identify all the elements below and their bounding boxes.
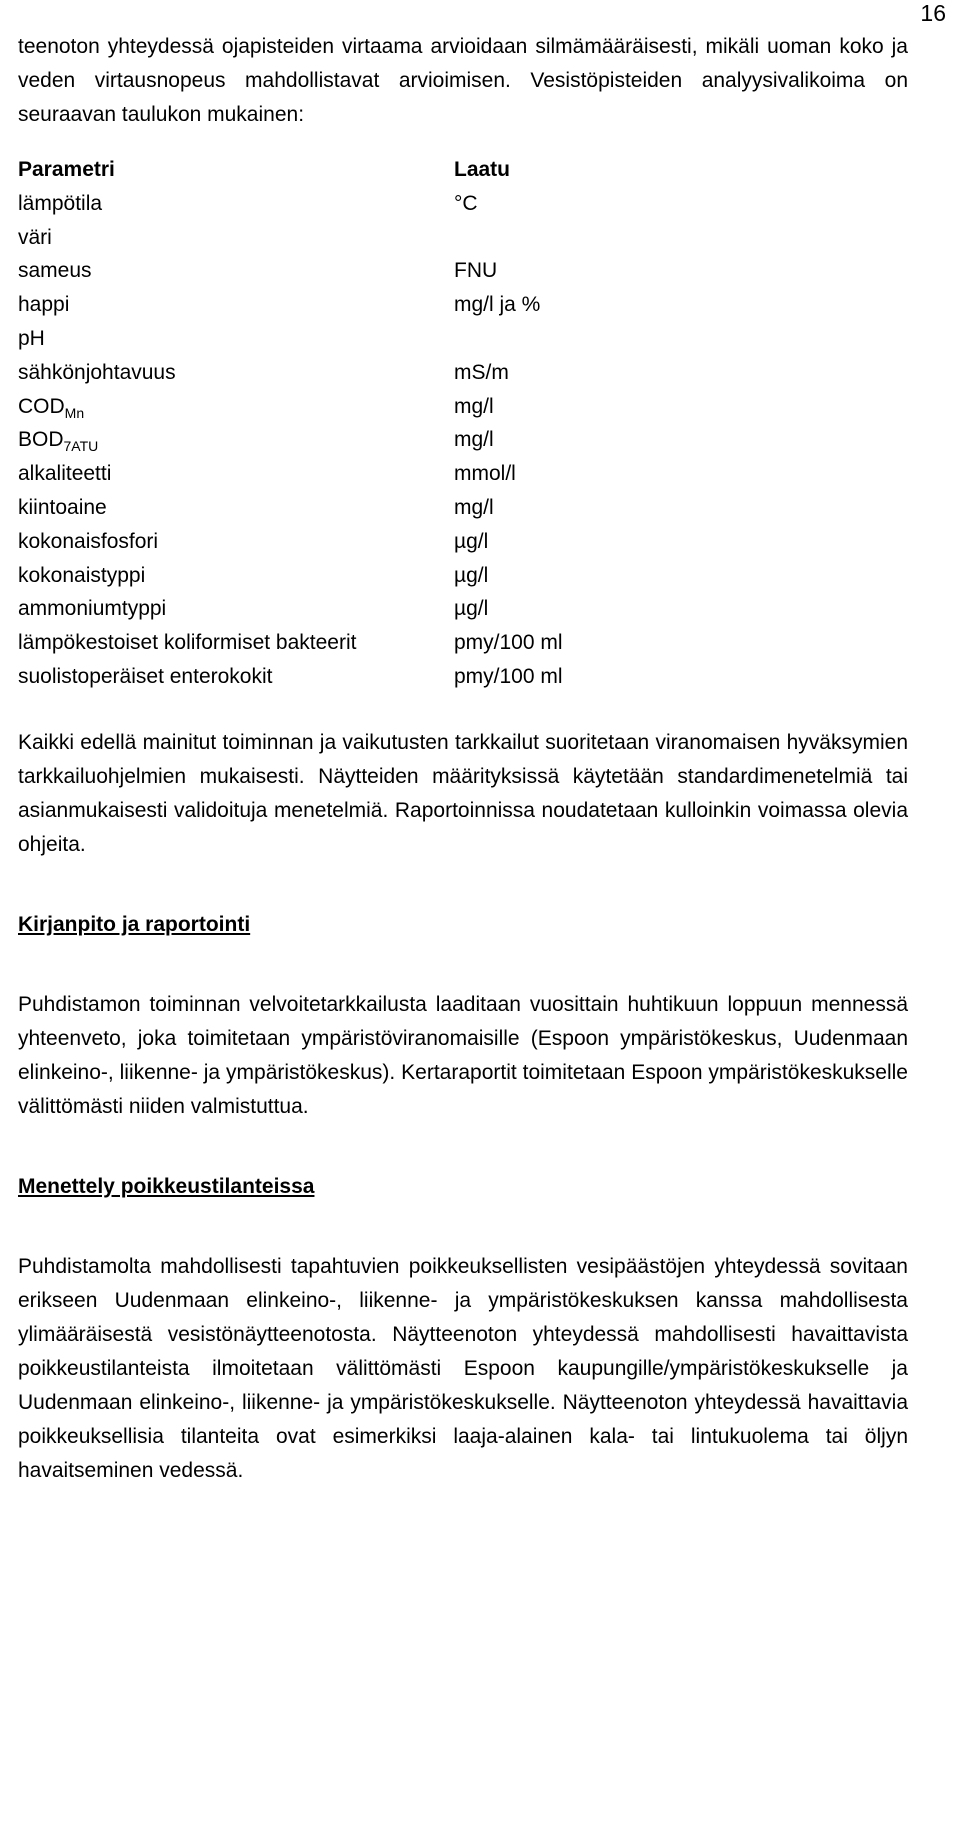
param-unit: µg/l bbox=[454, 563, 489, 587]
table-row bbox=[18, 592, 563, 626]
table-row bbox=[18, 356, 563, 390]
table-row bbox=[18, 660, 563, 694]
section-body-poikkeus: Puhdistamolta mahdollisesti tapahtuvien poikkeuksellisten vesipäästöjen yhteydessä sovitaan erikseen Uudenmaan elinkeino-, liikenne- ja ympäristökeskuksen kanssa mahdollisesta ylimääräisestä vesistönäytteenotosta. Näytteenoton yhteydessä mahdollisesti havaittavista poikkeustilanteista ilmoitetaan välittömästi Espoon kaupungille/ympäristökeskukselle ja Uudenmaan elinkeino-, liikenne- ja ympäristökeskukselle. Näytteenoton yhteydessä havaittavia poikkeuksellisia tilanteita ovat esimerkiksi laaja-alainen kala- tai lintukuolema tai öljyn havaitseminen vedessä. bbox=[18, 1254, 908, 1482]
table-row bbox=[18, 559, 563, 593]
page-number: 16 bbox=[920, 0, 946, 26]
param-unit: FNU bbox=[454, 259, 498, 283]
after-table-paragraph: Kaikki edellä mainitut toiminnan ja vaikutusten tarkkailut suoritetaan viranomaisen hyväksymien tarkkailuohjelmien mukaisesti. Näytteiden määrityksissä käytetään standardimenetelmiä tai asianmukaisesti validoituja menetelmiä. Raportoinnissa noudatetaan kulloinkin voimassa olevia ohjeita. bbox=[18, 730, 908, 856]
param-name: sameus bbox=[18, 259, 92, 283]
param-name: suolistoperäiset enterokokit bbox=[18, 664, 273, 688]
document-body bbox=[18, 30, 908, 1488]
param-name: happi bbox=[18, 293, 70, 317]
param-unit: µg/l bbox=[454, 529, 489, 553]
section-heading-kirjanpito: Kirjanpito ja raportointi bbox=[18, 912, 251, 936]
param-unit: pmy/100 ml bbox=[454, 631, 563, 655]
table-row bbox=[18, 423, 563, 457]
param-unit: µg/l bbox=[454, 597, 489, 621]
param-unit: mg/l bbox=[454, 428, 494, 452]
section-heading-poikkeus: Menettely poikkeustilanteissa bbox=[18, 1174, 315, 1198]
param-name: pH bbox=[18, 326, 45, 350]
table-row bbox=[18, 322, 563, 356]
intro-paragraph: teenoton yhteydessä ojapisteiden virtaama arvioidaan silmämääräisesti, mikäli uoman koko ja veden virtausnopeus mahdollistavat arvioimisen. Vesistöpisteiden analyysivalikoima on seuraavan taulukon mukainen: bbox=[18, 35, 908, 126]
param-subscript: Mn bbox=[64, 404, 85, 421]
param-unit: pmy/100 ml bbox=[454, 664, 563, 688]
table-row bbox=[18, 288, 563, 322]
param-name: lämpötila bbox=[18, 191, 103, 215]
header-laatu: Laatu bbox=[454, 158, 511, 181]
param-name: sähkönjohtavuus bbox=[18, 360, 176, 384]
table-row bbox=[18, 525, 563, 559]
param-name: kiintoaine bbox=[18, 495, 107, 519]
table-header-row bbox=[18, 153, 563, 187]
param-unit: mg/l bbox=[454, 495, 494, 519]
table-row bbox=[18, 187, 563, 221]
param-unit bbox=[442, 221, 563, 255]
param-name: kokonaisfosfori bbox=[18, 529, 159, 553]
param-name: alkaliteetti bbox=[18, 462, 112, 486]
param-name: $BOD_{7ATU}$ bbox=[18, 428, 99, 455]
param-unit: mg/l ja % bbox=[454, 293, 541, 317]
param-unit: mmol/l bbox=[454, 462, 516, 486]
header-parametri: Parametri bbox=[18, 158, 115, 181]
param-name: väri bbox=[18, 225, 52, 249]
table-row bbox=[18, 390, 563, 424]
param-unit bbox=[442, 322, 563, 356]
param-name: ammoniumtyppi bbox=[18, 597, 167, 621]
table-row bbox=[18, 221, 563, 255]
param-unit: mS/m bbox=[454, 360, 509, 384]
param-name: kokonaistyppi bbox=[18, 563, 146, 587]
param-subscript: 7ATU bbox=[63, 438, 99, 455]
param-name: $COD_{Mn}$ bbox=[18, 394, 85, 421]
section-body-kirjanpito: Puhdistamon toiminnan velvoitetarkkailusta laaditaan vuosittain huhtikuun loppuun mennessä yhteenveto, joka toimitetaan ympäristöviranomaisille (Espoon ympäristökeskus, Uudenmaan elinkeino-, liikenne- ja ympäristökeskus). Kertaraportit toimitetaan Espoon ympäristökeskukselle välittömästi niiden valmistuttua. bbox=[18, 992, 908, 1118]
param-unit: °C bbox=[454, 191, 478, 215]
param-unit: mg/l bbox=[454, 394, 494, 418]
parameter-table bbox=[18, 153, 563, 694]
table-row bbox=[18, 491, 563, 525]
table-row bbox=[18, 626, 563, 660]
table-row bbox=[18, 457, 563, 491]
param-name: lämpökestoiset koliformiset bakteerit bbox=[18, 631, 357, 655]
table-row bbox=[18, 254, 563, 288]
